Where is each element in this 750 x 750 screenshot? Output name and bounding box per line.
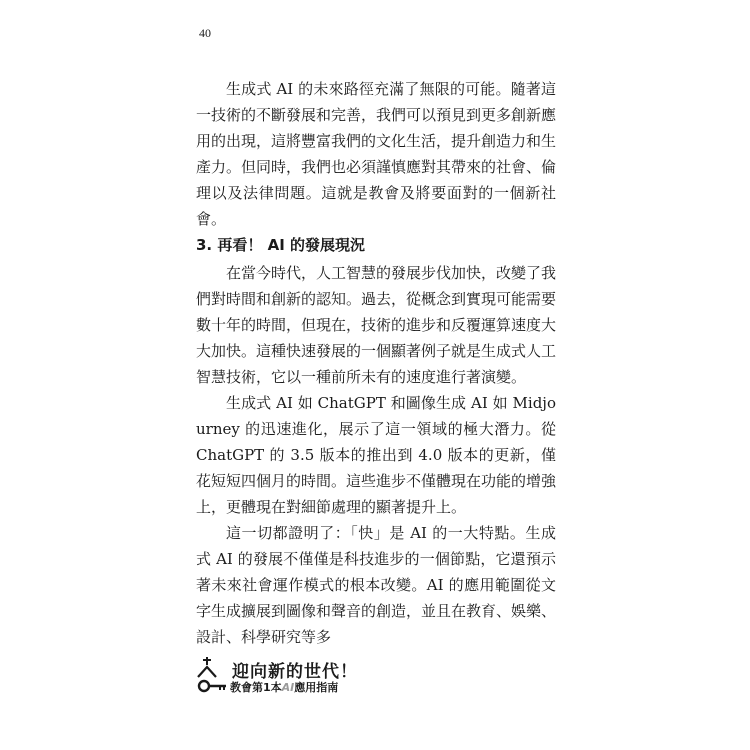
book-title: 迎向新的世代！ bbox=[232, 662, 358, 682]
subtitle-prefix: 教會第1本 bbox=[230, 681, 282, 694]
page-number: 40 bbox=[199, 26, 211, 40]
section-paragraph-3: 這一切都證明了：「快」是 AI 的一大特點。生成式 AI 的發展不僅僅是科技進步的一個節點，它還預示著未來社會運作模式的根本改變。AI 的應用範圍從文字生成擴展到圖像和聲音的創造，並且在教育、娛樂、設計、科學研究等多 bbox=[196, 524, 557, 646]
section-body bbox=[196, 260, 556, 650]
book-subtitle bbox=[230, 679, 338, 695]
intro-paragraph: 生成式 AI 的未來路徑充滿了無限的可能。隨著這一技術的不斷發展和完善，我們可以預見到更多創新應用的出現，這將豐富我們的文化生活，提升創造力和生產力。但同時，我們也必須謹慎應對其帶來的社會、倫理以及法律問題。這就是教會及將要面對的一個新社會。 bbox=[196, 80, 557, 228]
section-heading: 3. 再看！ AI 的發展現況 bbox=[196, 236, 365, 254]
section-paragraph-2: 生成式 AI 如 ChatGPT 和圖像生成 AI 如 Midjourney 的迅速進化，展示了這一領域的極大潛力。從 ChatGPT 的 3.5 版本的推出到 4.0 版本的更新，僅花短短四個月的時間。這些進步不僅體現在功能的增強上，更體現在對細節處理的顯著提升上。 bbox=[196, 394, 557, 516]
intro-block bbox=[196, 76, 556, 232]
subtitle-suffix: 應用指南 bbox=[294, 681, 339, 694]
section-paragraph-1: 在當今時代，人工智慧的發展步伐加快，改變了我們對時間和創新的認知。過去，從概念到實現可能需要數十年的時間，但現在，技術的進步和反覆運算速度大大加快。這種快速發展的一個顯著例子就是生成式人工智慧技術，它以一種前所未有的速度進行著演變。 bbox=[196, 264, 557, 386]
book-footer bbox=[196, 655, 396, 701]
church-key-icon bbox=[196, 655, 228, 695]
subtitle-ai-mark: AI bbox=[281, 681, 295, 694]
